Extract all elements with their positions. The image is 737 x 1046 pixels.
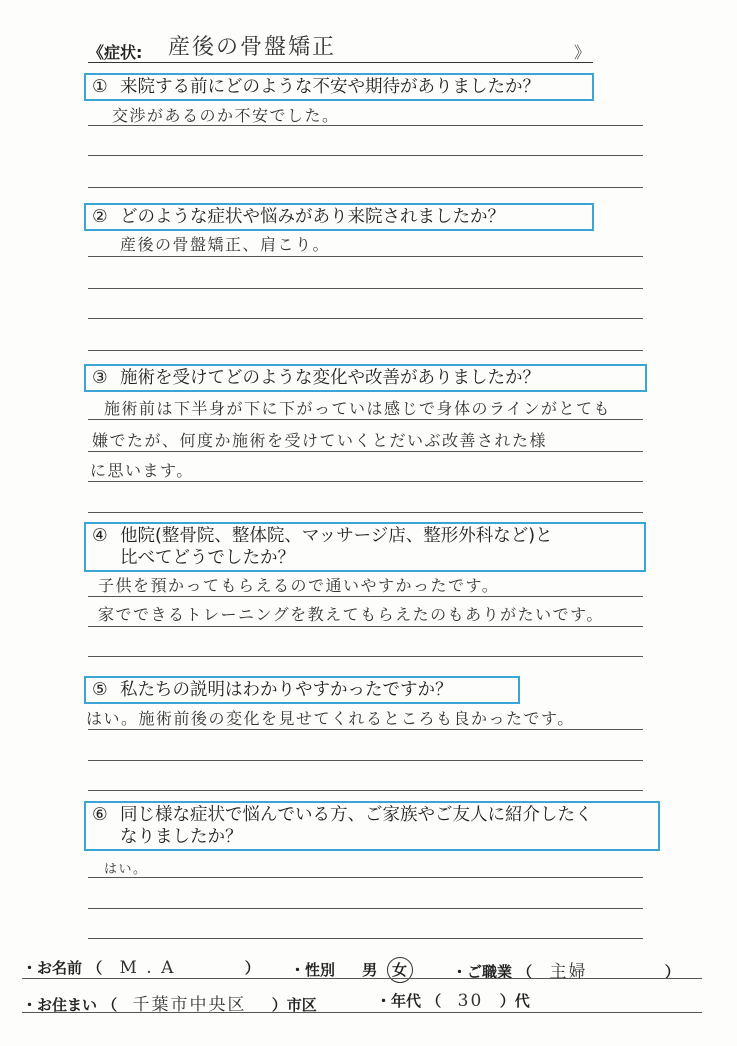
question-3 bbox=[84, 364, 647, 392]
answer-line: はい。 bbox=[104, 862, 148, 877]
question-number: ③ bbox=[92, 368, 108, 388]
ruled-line bbox=[88, 256, 643, 257]
question-1 bbox=[84, 73, 594, 101]
ruled-line bbox=[88, 596, 643, 597]
name-label: ・お名前 （ bbox=[22, 959, 103, 977]
symptom-close-bracket: 》 bbox=[574, 43, 591, 62]
answer-line: 施術前は下半身が下に下がっていは感じで身体のラインがとても bbox=[104, 399, 612, 418]
question-text: 来院する前にどのような不安や期待がありましたか？ bbox=[120, 77, 540, 97]
age-value: 30 bbox=[457, 991, 484, 1011]
occupation-label: ・ご職業 （ bbox=[452, 963, 533, 981]
symptom-value: 産後の骨盤矯正 bbox=[168, 35, 337, 60]
name-value: M . A bbox=[119, 958, 176, 978]
ruled-line bbox=[88, 288, 643, 289]
ruled-line bbox=[88, 760, 643, 761]
question-number: ② bbox=[92, 207, 108, 227]
ruled-line bbox=[88, 512, 643, 513]
ruled-line bbox=[88, 656, 643, 657]
ruled-line bbox=[88, 350, 643, 351]
answer-line: 嫌でたが、何度か施術を受けていくとだいぶ改善された様 bbox=[92, 431, 548, 450]
ruled-line bbox=[88, 125, 643, 126]
answer-line: 家でできるトレーニングを教えてもらえたのもありがたいです。 bbox=[98, 605, 604, 624]
age-label: ・年代 （ bbox=[376, 992, 442, 1010]
footer-line bbox=[22, 978, 702, 979]
ruled-line bbox=[88, 155, 643, 156]
question-number: ⑤ bbox=[92, 680, 108, 700]
address-close: ）市区 bbox=[271, 996, 317, 1014]
answer-line: 産後の骨盤矯正、肩こり。 bbox=[120, 235, 331, 254]
ruled-line bbox=[88, 790, 643, 791]
question-text: 施術を受けてどのような変化や改善がありましたか？ bbox=[120, 368, 540, 388]
answer-line: 交渉があるのか不安でした。 bbox=[112, 106, 340, 125]
address-value: 千葉市中央区 bbox=[132, 995, 247, 1015]
age-close: ）代 bbox=[499, 992, 530, 1010]
question-text: どのような症状や悩みがあり来院されましたか？ bbox=[120, 207, 505, 227]
ruled-line bbox=[88, 481, 643, 482]
question-6 bbox=[84, 801, 660, 851]
answer-line: に思います。 bbox=[90, 461, 194, 480]
question-text: 他院(整骨院、整体院、マッサージ店、整形外科など)と bbox=[120, 526, 553, 546]
gender-label: ・性別 bbox=[290, 961, 336, 979]
ruled-line bbox=[88, 729, 643, 730]
gender-field bbox=[290, 957, 413, 983]
name-field bbox=[22, 957, 260, 978]
question-2 bbox=[84, 203, 594, 231]
question-5 bbox=[84, 676, 520, 704]
answer-line: 子供を預かってもらえるので通いやすかったです。 bbox=[98, 576, 500, 595]
question-text-continued: なりましたか？ bbox=[120, 827, 243, 847]
gender-female-circled: 女 bbox=[387, 957, 413, 983]
ruled-line bbox=[88, 187, 643, 188]
ruled-line bbox=[88, 626, 643, 627]
ruled-line bbox=[88, 877, 643, 878]
footer-line bbox=[22, 1012, 702, 1013]
question-number: ⑥ bbox=[92, 805, 108, 825]
ruled-line bbox=[88, 419, 643, 420]
question-text-continued: 比べてどうでしたか？ bbox=[120, 548, 295, 568]
question-number: ① bbox=[92, 77, 108, 97]
name-close: ） bbox=[244, 959, 260, 977]
question-text: 同じ様な症状で悩んでいる方、ご家族やご友人に紹介したく bbox=[120, 805, 593, 825]
ruled-line bbox=[88, 451, 643, 452]
question-4 bbox=[84, 522, 646, 572]
occupation-value: 主婦 bbox=[549, 962, 588, 982]
question-text: 私たちの説明はわかりやすかったですか？ bbox=[120, 680, 453, 700]
answer-line: はい。施術前後の変化を見せてくれるところも良かったです。 bbox=[86, 709, 575, 728]
symptom-label: 《症状: bbox=[88, 43, 143, 62]
gender-male: 男 bbox=[362, 961, 378, 979]
ruled-line bbox=[88, 908, 643, 909]
question-number: ④ bbox=[92, 526, 108, 546]
ruled-line bbox=[88, 938, 643, 939]
occupation-close: ） bbox=[664, 963, 680, 981]
age-field bbox=[376, 990, 530, 1011]
symptom-underline bbox=[88, 62, 593, 63]
address-label: ・お住まい （ bbox=[22, 996, 118, 1014]
ruled-line bbox=[88, 318, 643, 319]
